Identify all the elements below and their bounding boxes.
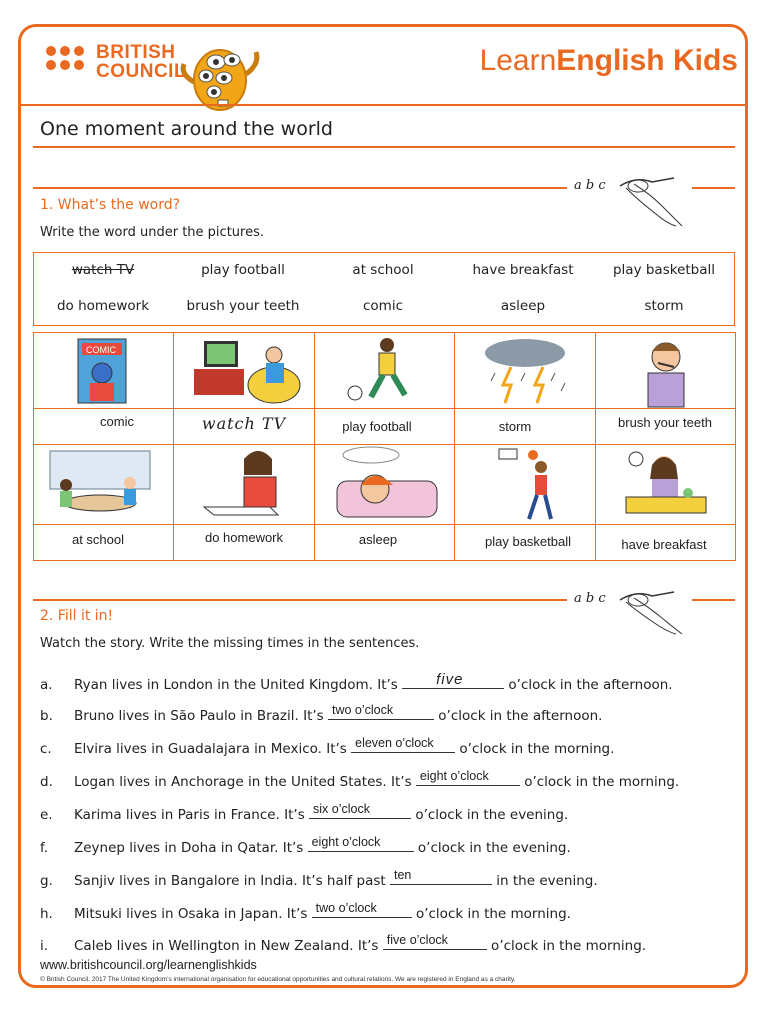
abc-label: a b c [574,591,606,606]
sentence-letter: b. [40,708,53,724]
picture-answer: watch TV [201,414,287,433]
sentence-text: o’clock in the evening. [411,807,569,823]
sentence-row [40,705,602,724]
brand-name: BRITISH COUNCIL [96,42,187,82]
sentence-row [40,903,571,922]
sentence-letter: c. [40,741,52,757]
answer-cell [34,409,174,445]
picture-cell [174,445,315,525]
answer-cell [596,409,736,445]
football-player-icon [315,333,455,409]
word-bank-item: do homework [56,298,150,314]
sentence-text: o’clock in the afternoon. [434,708,603,724]
sentence-row [40,837,571,856]
picture-answer: at school [71,532,125,547]
sentence-row [40,671,673,693]
picture-cell [315,333,455,409]
writing-hand-icon [616,586,688,636]
blank-answer: two o’clock [332,703,394,717]
sentence-letter: h. [40,906,53,922]
picture-answer: play football [342,419,412,434]
sentence-text: o’clock in the morning. [519,774,680,790]
sentence-text: o’clock in the morning. [411,906,571,922]
page-title: One moment around the world [40,118,333,140]
answer-cell [315,409,455,445]
picture-cell [34,333,174,409]
picture-cell [315,445,455,525]
answer-cell [596,525,736,561]
monster-mascot-icon [176,34,268,114]
section1-instruction: Write the word under the pictures. [40,225,264,240]
answer-blank[interactable] [383,935,487,950]
section1-rule [33,187,567,189]
picture-answer: asleep [358,532,398,547]
blank-answer: five o’clock [386,933,448,947]
svg-text:COMIC: COMIC [86,345,116,355]
answer-cell [174,525,315,561]
word-bank-item: play football [201,262,285,278]
sentence-text: Bruno lives in São Paulo in Brazil. It’s [74,708,328,724]
british-council-logo-icon [46,46,88,78]
section2-heading: 2. Fill it in! [40,608,114,624]
picture-grid [33,332,736,561]
sentence-row [40,870,598,889]
blank-answer: eight o’clock [419,769,489,783]
picture-answer: storm [498,419,532,434]
section2-instruction: Watch the story. Write the missing times in the sentences. [40,636,420,651]
sentence-letter: i. [40,938,49,954]
answer-blank[interactable] [402,671,504,689]
blank-answer: six o’clock [313,802,370,816]
sentence-text: o’clock in the afternoon. [504,677,673,693]
picture-cell [455,333,596,409]
section2-rule-end [692,599,735,601]
word-bank-item: play basketball [612,262,716,278]
blank-answer: two o’clock [315,901,377,915]
picture-answer: play basketball [485,534,571,549]
classroom-icon [34,445,174,525]
sentence-text: Elvira lives in Guadalajara in Mexico. It’s [74,741,352,757]
sentence-text: o’clock in the evening. [413,840,571,856]
answer-cell [34,525,174,561]
storm-cloud-icon [455,333,596,409]
sentence-text: Caleb lives in Wellington in New Zealand. It’s [74,938,383,954]
sentence-text: Logan lives in Anchorage in the United States. It’s [74,774,416,790]
picture-answer: do homework [204,530,284,545]
basketball-player-icon [455,445,596,525]
answer-cell [455,409,596,445]
comic-book-icon [34,333,174,409]
picture-answer: have breakfast [621,537,707,552]
blank-answer: five [436,671,464,688]
answer-blank[interactable] [416,771,520,786]
answer-blank[interactable] [390,870,492,885]
picture-answer: brush your teeth [618,415,712,430]
writing-hand-icon [616,172,688,228]
answer-cell [315,525,455,561]
learnenglish-kids-logo: LearnEnglish Kids [479,44,738,77]
girl-writing-icon [174,445,315,525]
watching-tv-icon [174,333,315,409]
sentence-row [40,771,679,790]
sentence-letter: f. [40,840,49,856]
word-bank-item: at school [352,262,414,278]
answer-cell [455,525,596,561]
sentence-text: o’clock in the morning. [486,938,647,954]
section1-heading: 1. What’s the word? [40,197,181,213]
sentence-letter: g. [40,873,53,889]
answer-blank[interactable] [308,837,414,852]
picture-answer: comic [100,414,134,429]
sentence-row [40,738,614,757]
word-bank-item: have breakfast [472,262,574,278]
abc-label: a b c [574,178,606,193]
word-bank-item: storm [644,298,684,314]
sentence-text: Karima lives in Paris in France. It’s [74,807,310,823]
title-underline [33,146,735,148]
sentence-text: in the evening. [491,873,598,889]
sentence-letter: a. [40,677,53,693]
blank-answer: ten [393,868,412,882]
sentence-text: o’clock in the morning. [455,741,615,757]
answer-blank[interactable] [312,903,412,918]
section2-rule [33,599,567,601]
picture-cell [455,445,596,525]
copyright-notice: © British Council, 2017 The United Kingdom’s international organisation for educational opportunities and cultural relations. We are registered in England as a charity. [40,976,516,983]
word-bank-item: brush your teeth [186,298,300,314]
sentence-row [40,935,646,954]
breakfast-girl-icon [596,445,736,525]
header-divider [21,104,745,106]
toothbrush-boy-icon [596,333,736,409]
blank-answer: eleven o’clock [355,736,434,750]
sentence-row [40,804,568,823]
picture-cell [34,445,174,525]
sentence-letter: d. [40,774,53,790]
sentence-text: Sanjiv lives in Bangalore in India. It’s half past [74,873,390,889]
sentence-text: Mitsuki lives in Osaka in Japan. It’s [74,906,312,922]
section1-rule-end [692,187,735,189]
sentence-letter: e. [40,807,53,823]
word-bank-item: watch TV [71,262,135,278]
sentence-text: Zeynep lives in Doha in Qatar. It’s [74,840,308,856]
word-bank [33,252,735,326]
word-bank-item: asleep [500,298,546,314]
picture-cell [174,333,315,409]
word-bank-item: comic [362,298,404,314]
picture-cell [596,445,736,525]
answer-blank[interactable] [309,804,411,819]
answer-cell [174,409,315,445]
blank-answer: eight o’clock [311,835,381,849]
sleeping-girl-icon [315,445,455,525]
answer-blank[interactable] [351,738,455,753]
sentence-text: Ryan lives in London in the United Kingdom. It’s [74,677,403,693]
picture-cell [596,333,736,409]
answer-blank[interactable] [328,705,434,720]
footer-url[interactable]: www.britishcouncil.org/learnenglishkids [40,958,257,972]
